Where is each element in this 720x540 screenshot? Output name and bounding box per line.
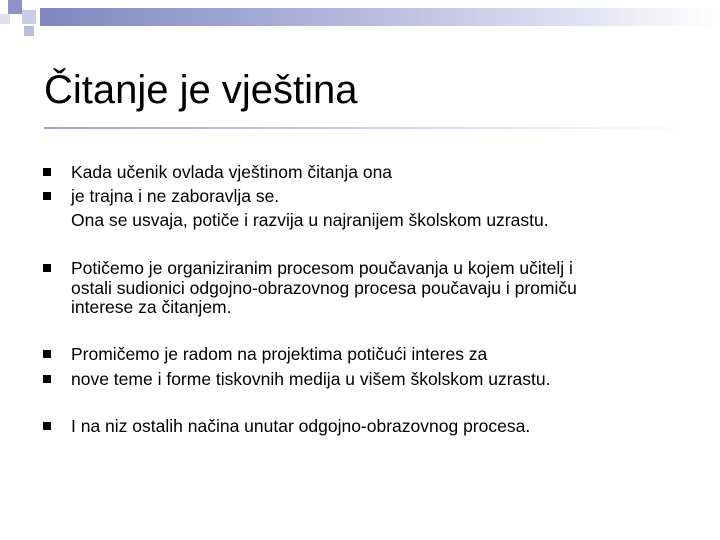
bullet-text: Promičemo je radom na projektima potičući interes za [71, 344, 488, 364]
bullet-text-continuation: ostali sudionici odgojno-obrazovnog procesa poučavaju i promiču [71, 278, 577, 298]
bullet-square-icon [43, 422, 51, 430]
decor-square [0, 14, 10, 24]
title-underline [44, 127, 694, 129]
decor-square [24, 26, 34, 36]
bullet-square-icon [43, 192, 51, 200]
bullet-text-continuation: interese za čitanjem. [71, 297, 232, 317]
bullet-text: I na niz ostalih načina unutar odgojno-obrazovnog procesa. [71, 416, 531, 436]
bullet-text-continuation: Ona se usvaja, potiče i razvija u najranijem školskom uzrastu. [71, 210, 549, 230]
bullet-text: Potičemo je organiziranim procesom poučavanja u kojem učitelj i [71, 258, 573, 278]
header-gradient-band [40, 8, 720, 26]
bullet-text: je trajna i ne zaboravlja se. [71, 186, 280, 206]
bullet-square-icon [43, 375, 51, 383]
bullet-text: Kada učenik ovlada vještinom čitanja ona [71, 162, 393, 182]
header-decoration [0, 0, 720, 40]
bullet-text: nove teme i forme tiskovnih medija u višem školskom uzrastu. [71, 369, 551, 389]
bullet-square-icon [43, 168, 51, 176]
decor-square [8, 0, 22, 14]
bullet-square-icon [43, 350, 51, 358]
slide-title: Čitanje je vještina [44, 68, 358, 112]
decor-square [22, 10, 36, 24]
bullet-square-icon [43, 264, 51, 272]
